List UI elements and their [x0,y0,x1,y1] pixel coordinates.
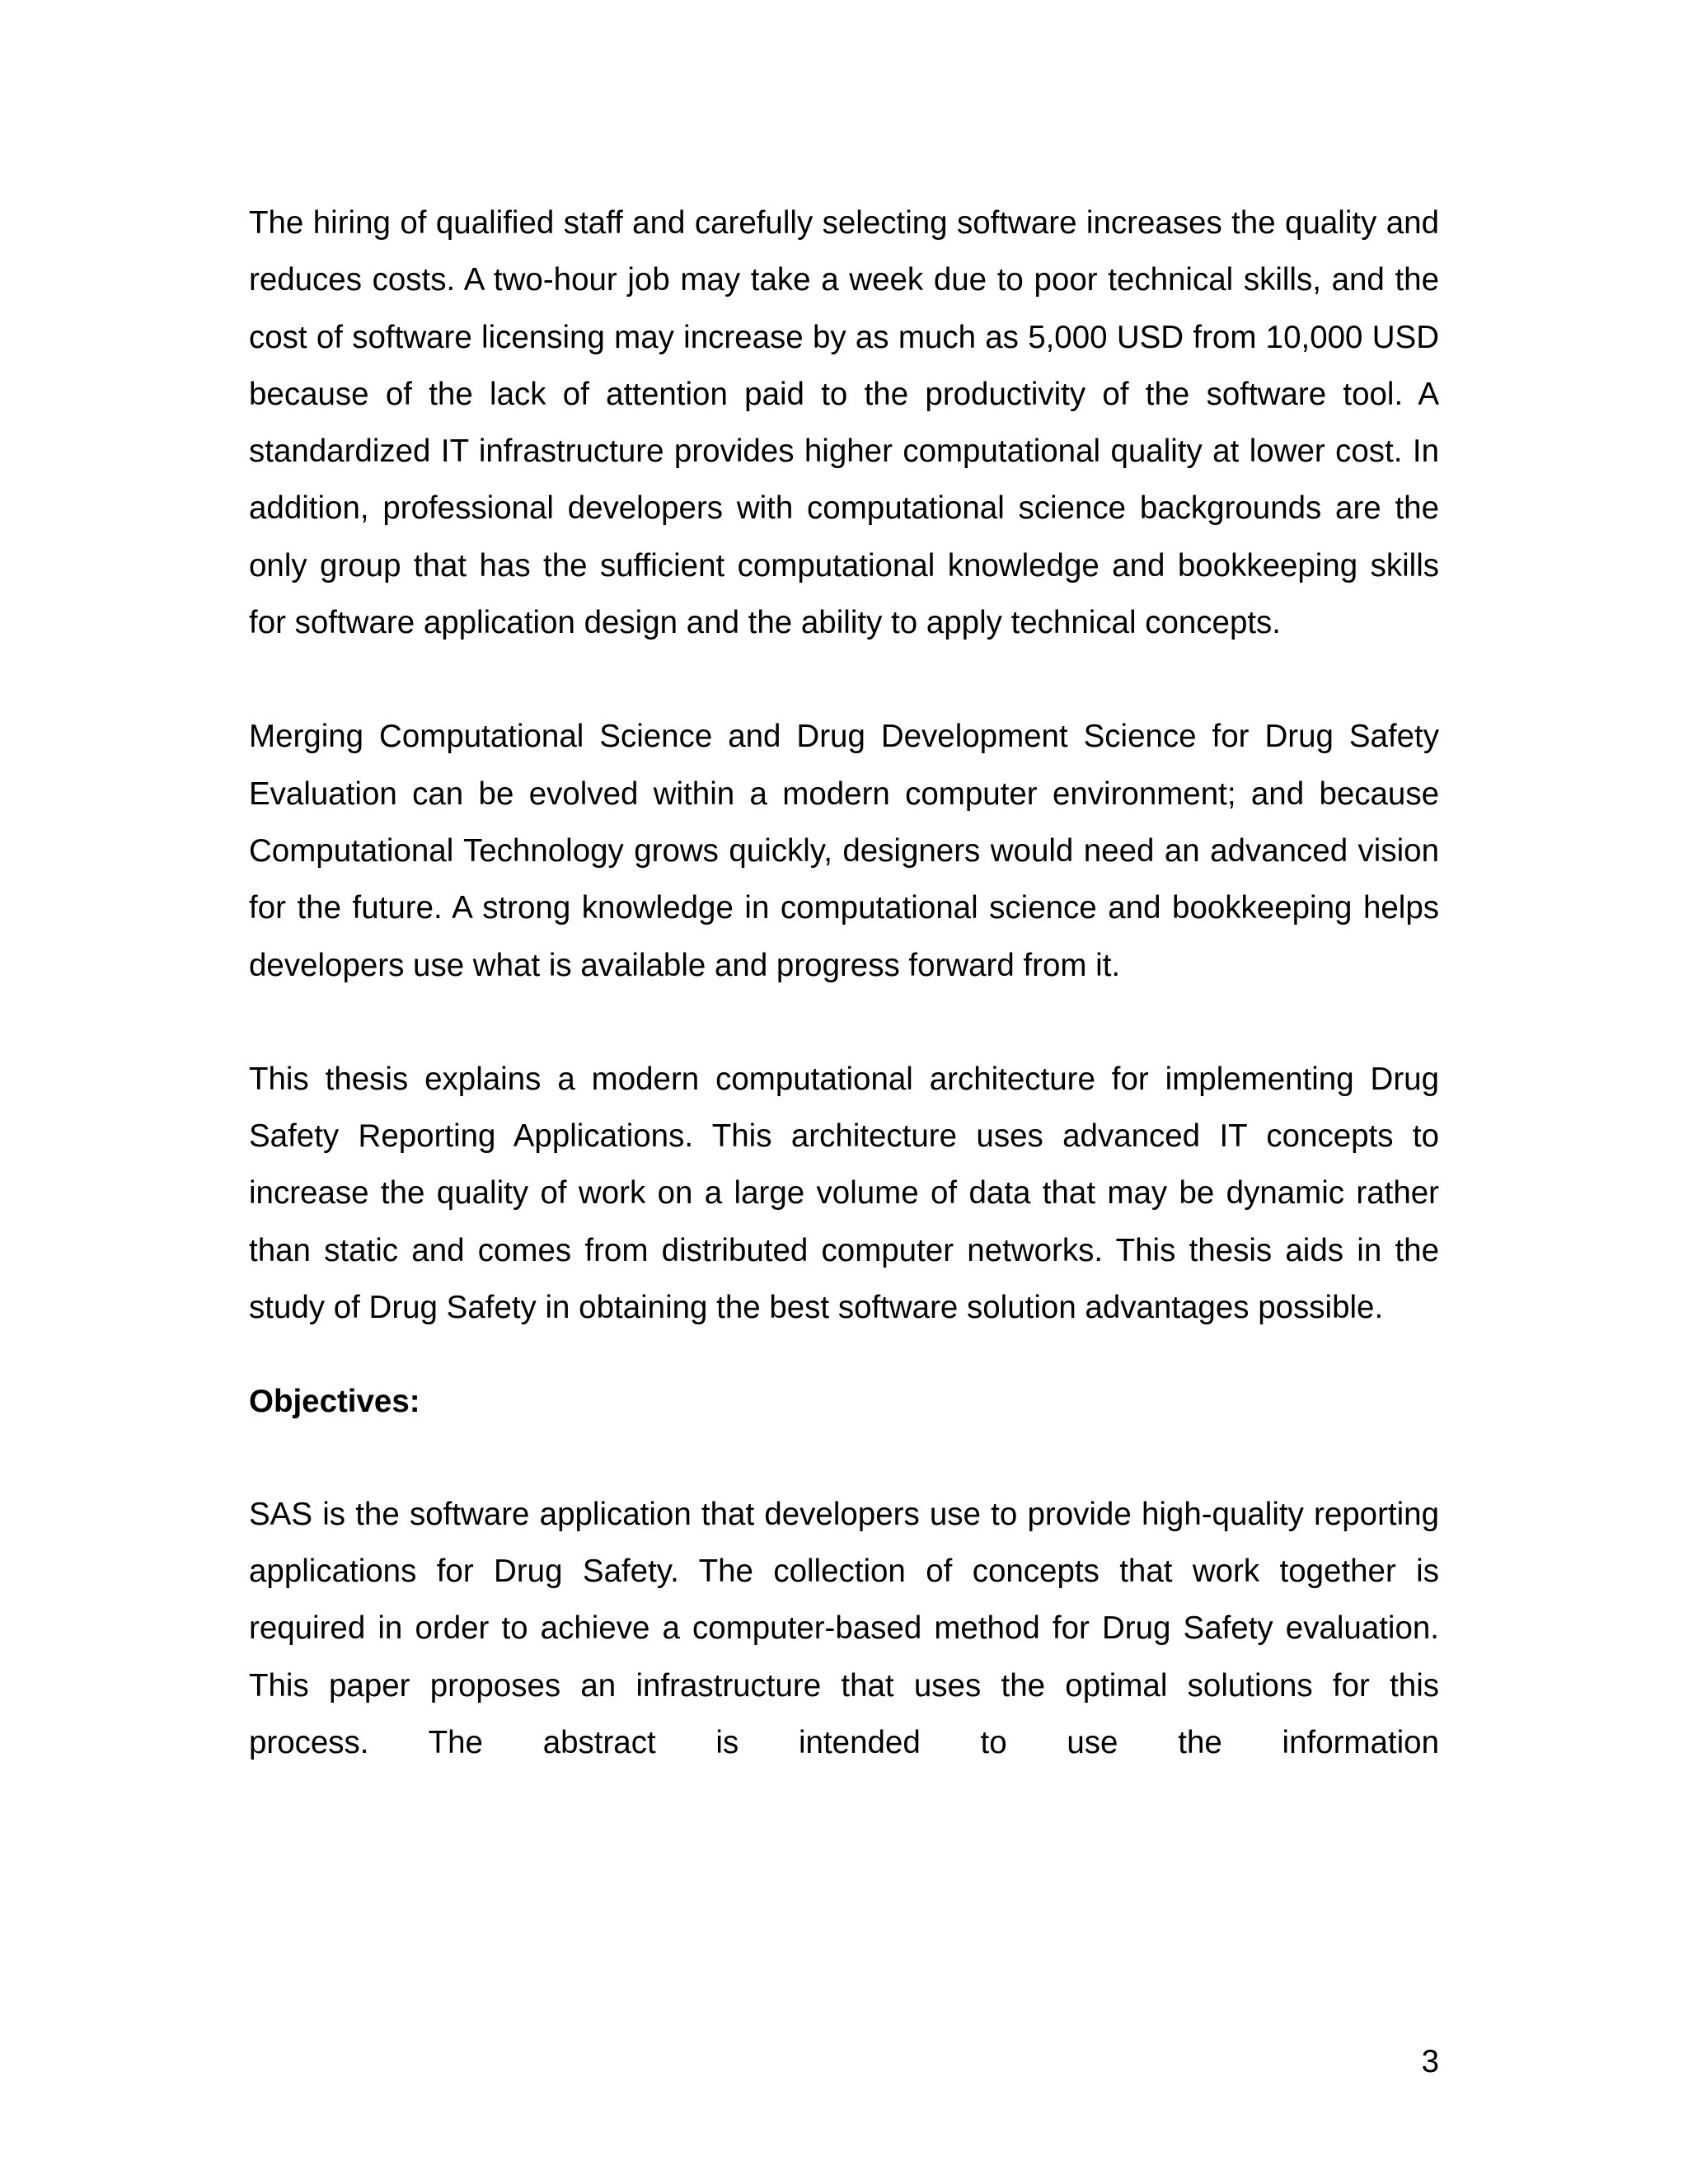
paragraph-merging-sciences: Merging Computational Science and Drug Development Science for Drug Safety Evaluation can be evolved within a modern computer environment; and because Computational Technology grows quickly, designers would need an advanced vision for the future. A strong knowledge in computational science and bookkeeping helps developers use what is available and progress forward from it. [249,719,1439,983]
paragraph-staff-and-software: The hiring of qualified staff and carefully selecting software increases the quality and reduces costs. A two-hour job may take a week due to poor technical skills, and the cost of software licensing may increase by as much as 5,000 USD from 10,000 USD because of the lack of attention paid to the productivity of the software tool. A standardized IT infrastructure provides higher computational quality at lower cost. In addition, professional developers with computational science backgrounds are the only group that has the sufficient computational knowledge and bookkeeping skills for software application design and the ability to apply technical concepts. [249,205,1439,641]
paragraph-objectives: SAS is the software application that developers use to provide high-quality reporting applications for Drug Safety. The collection of concepts that work together is required in order to achieve a computer-based method for Drug Safety evaluation. This paper proposes an infrastructure that uses the optimal solutions for this process. The abstract is intended to use the information [249,1496,1439,1760]
page-number: 3 [1421,2044,1439,2079]
page-body [249,194,1439,1771]
objectives-heading: Objectives: [249,1384,420,1420]
paragraph-thesis-architecture: This thesis explains a modern computational architecture for implementing Drug Safety Reporting Applications. This architecture uses advanced IT concepts to increase the quality of work on a large volume of data that may be dynamic rather than static and comes from distributed computer networks. This thesis aids in the study of Drug Safety in obtaining the best software solution advantages possible. [249,1061,1439,1326]
